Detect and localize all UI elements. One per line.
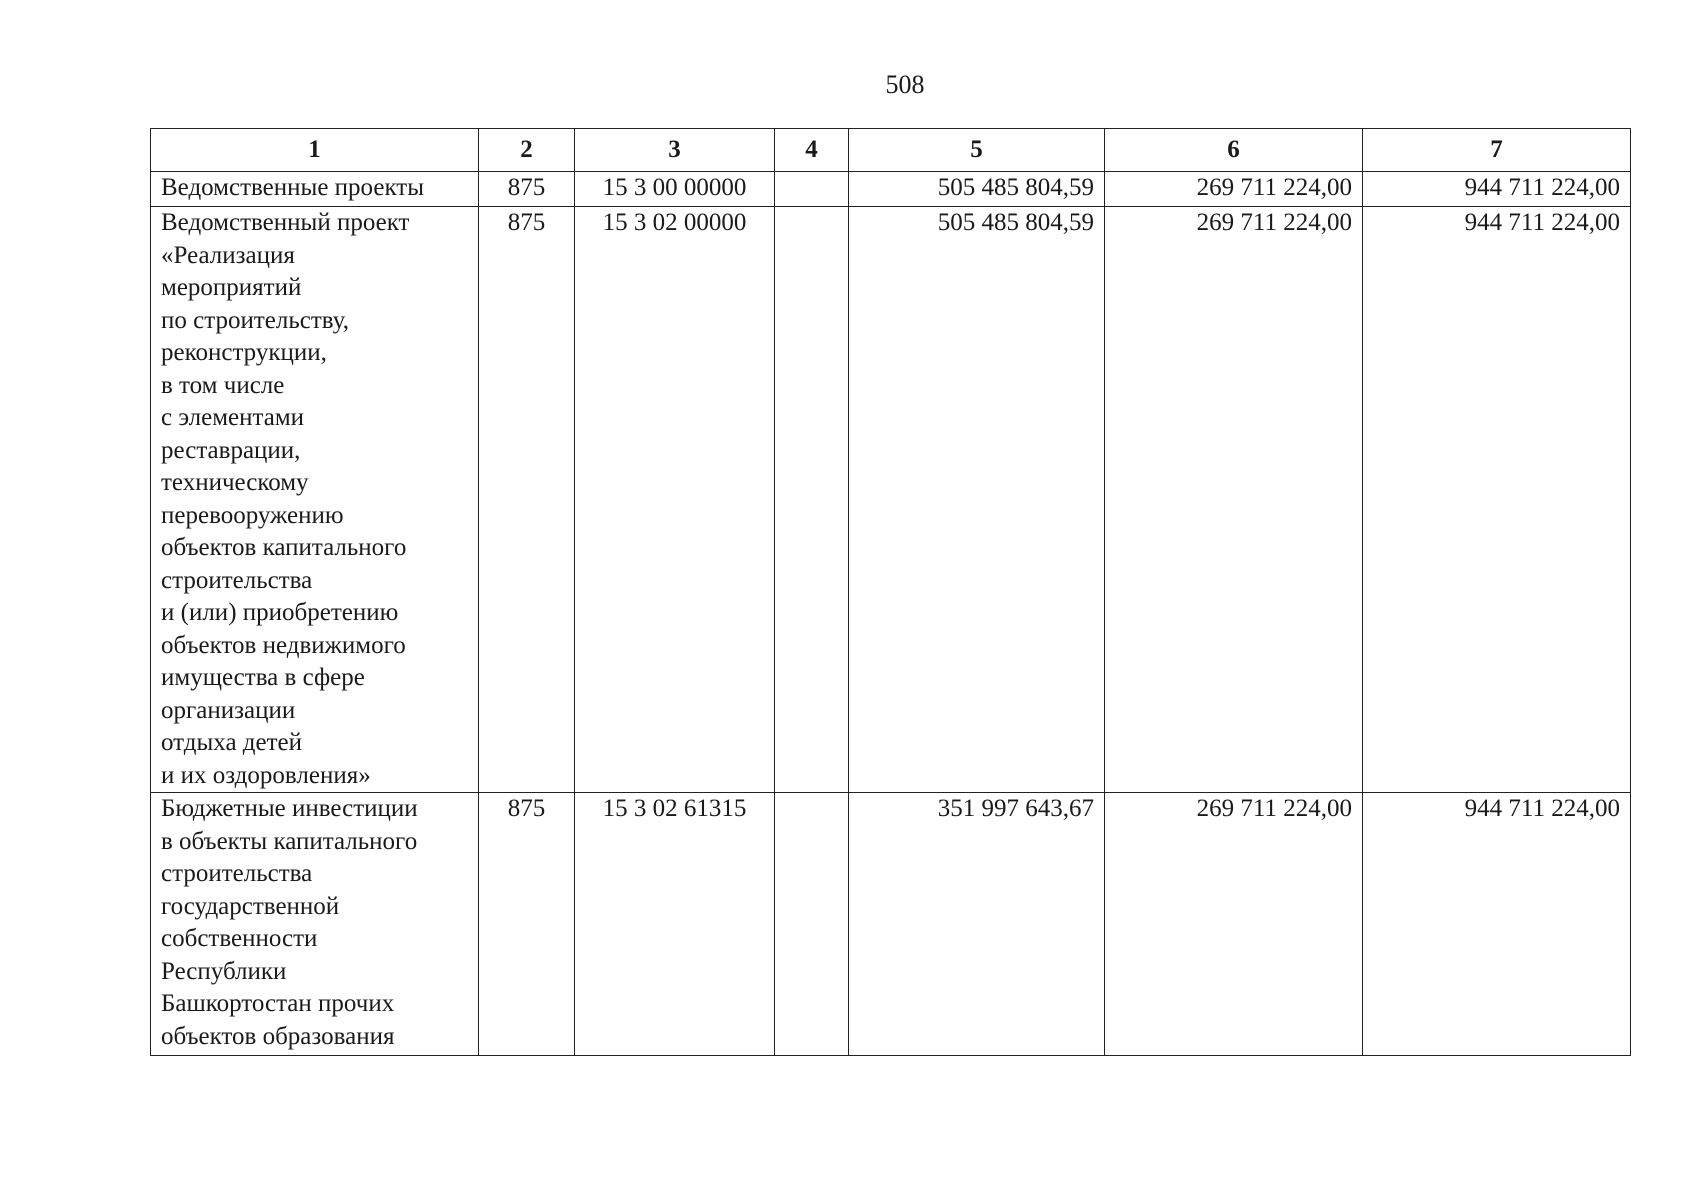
cell-col-7: 944 711 224,00 [1363,172,1631,207]
cell-col-6: 269 711 224,00 [1105,172,1363,207]
row-name-line: техническому [161,469,309,496]
header-col-3: 3 [575,129,775,172]
table-row [151,172,1631,207]
row-name-line: реконструкции, [161,339,327,366]
cell-col-5: 351 997 643,67 [849,793,1105,1056]
row-name-line: объектов капитального [161,534,407,561]
cell-col-4 [775,793,849,1056]
row-name-line: «Реализация [161,241,295,269]
row-name-line: отдыха детей [161,729,303,756]
cell-col-6: 269 711 224,00 [1105,793,1363,1056]
row-name-line: и их оздоровления» [161,761,371,789]
row-name-cell [151,172,479,207]
row-name-line: строительства [161,566,313,594]
row-name-line: объектов недвижимого [161,631,406,659]
row-name-line: Ведомственные проекты [161,174,425,201]
row-name-line: реставрации, [161,436,301,464]
row-name-line: имущества в сфере [161,664,365,691]
row-name-line: в том числе [161,371,285,399]
table-row [151,793,1631,1056]
cell-col-7: 944 711 224,00 [1363,793,1631,1056]
cell-col-2: 875 [479,793,575,1056]
row-name-line: мероприятий [161,274,302,301]
header-col-4: 4 [775,129,849,172]
cell-col-2: 875 [479,172,575,207]
cell-col-5: 505 485 804,59 [849,207,1105,793]
cell-col-3: 15 3 02 00000 [575,207,775,793]
row-name-line: по строительству, [161,306,349,334]
row-name-line: Башкортостан прочих [161,990,395,1017]
row-name-line: собственности [161,925,318,952]
row-name-line: государственной [161,892,340,920]
row-name-line: организации [161,696,296,724]
header-row [151,129,1631,172]
header-col-5: 5 [849,129,1105,172]
row-name-line: в объекты капитального [161,827,418,855]
row-name-cell [151,793,479,1056]
budget-table [150,128,1631,1056]
header-col-2: 2 [479,129,575,172]
cell-col-5: 505 485 804,59 [849,172,1105,207]
table-row [151,207,1631,793]
row-name-line: объектов образования [161,1022,395,1050]
cell-col-3: 15 3 02 61315 [575,793,775,1056]
header-col-7: 7 [1363,129,1631,172]
cell-col-3: 15 3 00 00000 [575,172,775,207]
cell-col-4 [775,207,849,793]
row-name-line: перевооружению [161,501,344,529]
row-name-cell [151,207,479,793]
header-col-6: 6 [1105,129,1363,172]
row-name-line: Республики [161,957,287,985]
row-name-line: с элементами [161,404,305,431]
cell-col-7: 944 711 224,00 [1363,207,1631,793]
header-col-1: 1 [151,129,479,172]
row-name-line: и (или) приобретению [161,599,399,626]
row-name-line: Бюджетные инвестиции [161,795,418,822]
cell-col-2: 875 [479,207,575,793]
page-number: 508 [885,70,925,99]
row-name-line: Ведомственный проект [161,209,410,236]
cell-col-4 [775,172,849,207]
row-name-line: строительства [161,860,313,887]
cell-col-6: 269 711 224,00 [1105,207,1363,793]
